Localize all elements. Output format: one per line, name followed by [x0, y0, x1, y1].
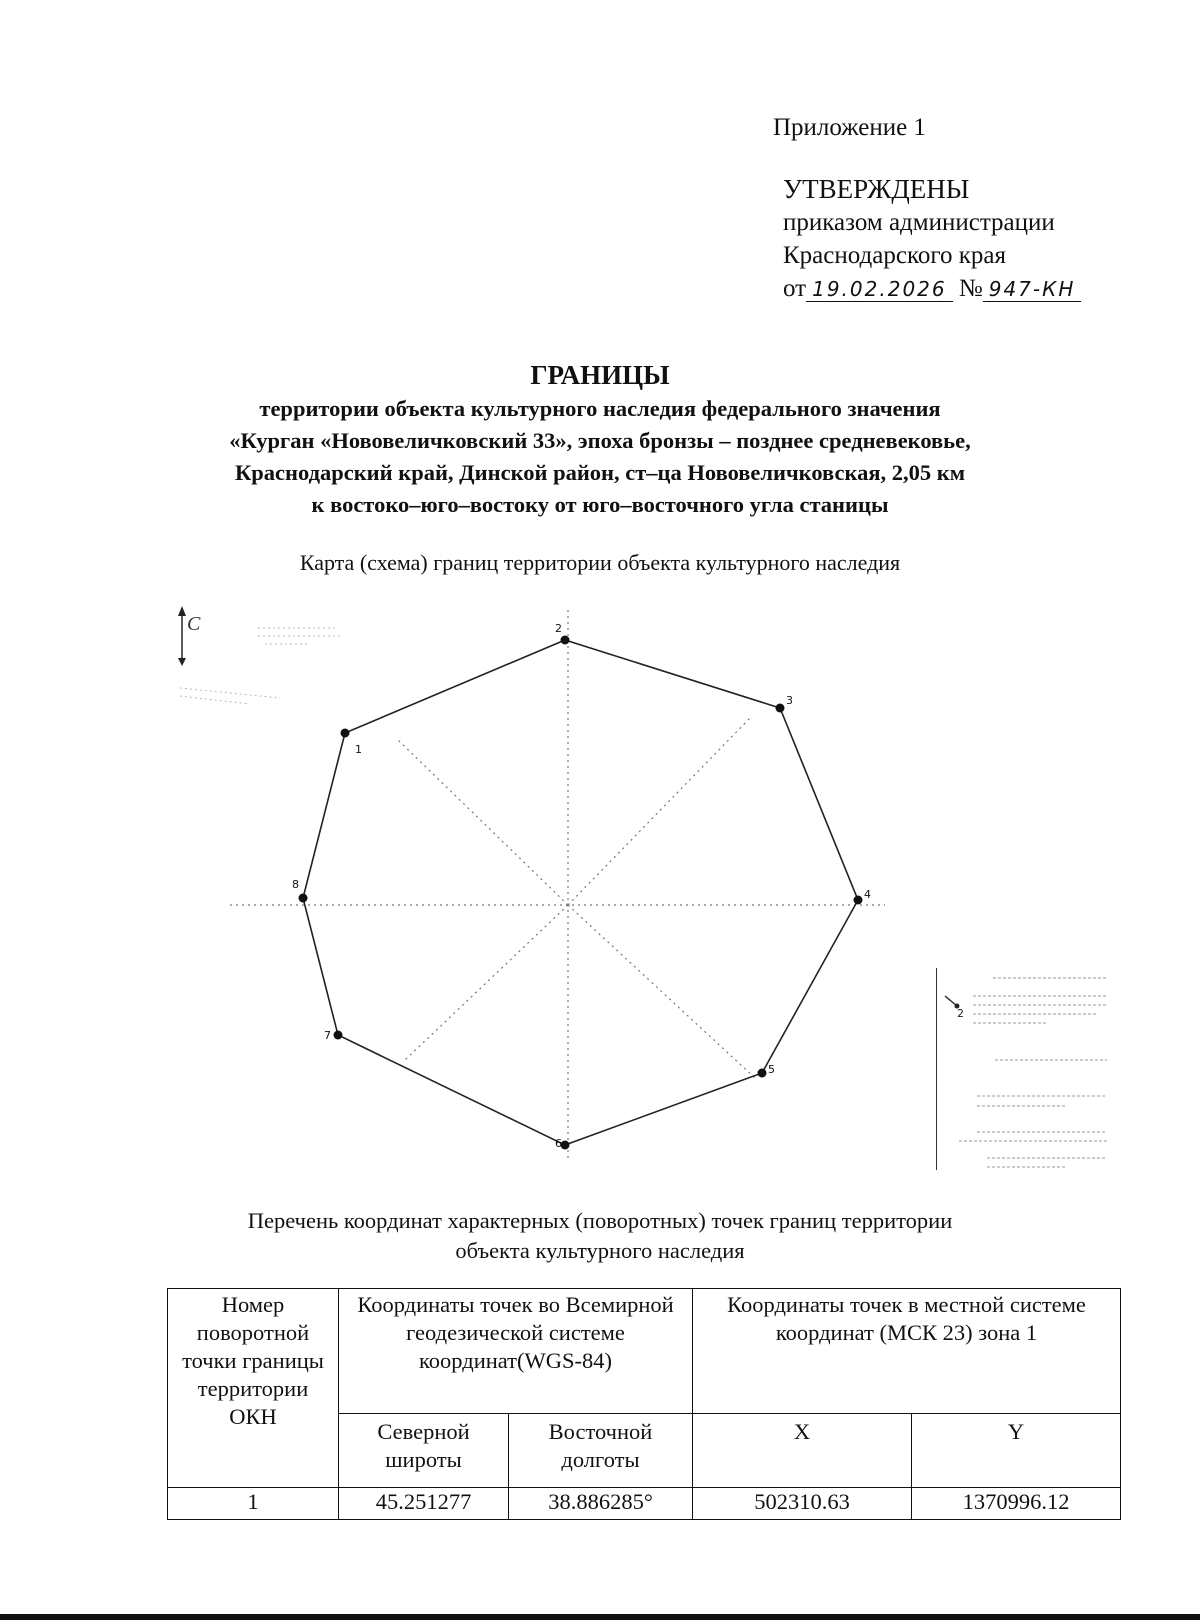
- north-label: С: [187, 613, 201, 635]
- list-title-line-2: объекта культурного наследия: [455, 1238, 745, 1263]
- list-title-line-1: Перечень координат характерных (поворотных) точек границ территории: [247, 1208, 953, 1233]
- map-legend: [936, 968, 1115, 1170]
- order-number-prefix: №: [958, 275, 983, 302]
- cell-latitude: 45.251277: [339, 1488, 509, 1520]
- map-axis-line: [568, 718, 750, 905]
- approval-block: [783, 173, 1081, 306]
- boundary-map-svg: [170, 600, 910, 1170]
- boundary-point-7: [334, 1031, 343, 1040]
- header-msk23: Координаты точек в местной системе координат (МСК 23) зона 1: [693, 1289, 1121, 1414]
- title-line-1: территории объекта культурного наследия федерального значения: [259, 396, 941, 421]
- boundary-point-label: 2: [555, 622, 562, 635]
- boundary-point-label: 8: [292, 878, 299, 891]
- cell-point-number: 1: [168, 1488, 339, 1520]
- boundary-point-3: [776, 704, 785, 713]
- boundary-map: [170, 600, 910, 1170]
- approved-line-2: Краснодарского края: [783, 242, 1006, 269]
- title-heading: ГРАНИЦЫ: [530, 360, 670, 390]
- header-latitude: Северной широты: [339, 1414, 509, 1488]
- boundary-point-label: 1: [355, 743, 362, 756]
- cell-x: 502310.63: [693, 1488, 912, 1520]
- boundary-point-5: [758, 1069, 767, 1078]
- header-x: X: [693, 1414, 912, 1488]
- boundary-point-label: 5: [768, 1063, 775, 1076]
- header-wgs84: Координаты точек во Всемирной геодезической системе координат(WGS-84): [339, 1289, 693, 1414]
- coordinates-list-title: [150, 1206, 1050, 1266]
- boundary-point-2: [561, 636, 570, 645]
- order-number: 947-КН: [983, 277, 1082, 302]
- header-longitude: Восточной долготы: [509, 1414, 693, 1488]
- approved-title: УТВЕРЖДЕНЫ: [783, 174, 970, 204]
- cell-y: 1370996.12: [912, 1488, 1121, 1520]
- header-y: Y: [912, 1414, 1121, 1488]
- boundary-vertices: [299, 636, 863, 1150]
- boundary-point-1: [341, 729, 350, 738]
- approved-line-1: приказом администрации: [783, 209, 1055, 236]
- boundary-point-label: 6: [555, 1137, 562, 1150]
- map-axes: [230, 610, 885, 1160]
- legend-marker-label: 2: [957, 1007, 964, 1018]
- boundary-point-label: 4: [864, 888, 871, 901]
- appendix-label: Приложение 1: [773, 114, 926, 141]
- coordinates-table: [167, 1288, 1121, 1520]
- boundary-point-label: 3: [786, 694, 793, 707]
- map-caption: Карта (схема) границ территории объекта культурного наследия: [299, 550, 901, 575]
- north-arrow-icon: [178, 606, 201, 666]
- scale-note-icon: [180, 628, 340, 704]
- order-line: [783, 272, 1081, 306]
- title-line-4: к востоко–юго–востоку от юго–восточного угла станицы: [311, 492, 889, 517]
- boundary-point-4: [854, 896, 863, 905]
- table-row: [168, 1488, 1121, 1520]
- header-point-number: Номер поворотной точки границы территории ОКН: [168, 1289, 339, 1488]
- order-date: 19.02.2026: [806, 277, 953, 302]
- boundary-point-8: [299, 894, 308, 903]
- title-line-2: «Курган «Нововеличковский 33», эпоха бронзы – позднее средневековье,: [229, 428, 971, 453]
- map-axis-line: [568, 905, 755, 1078]
- page-bottom-rule: [0, 1614, 1200, 1620]
- cell-longitude: 38.886285°: [509, 1488, 693, 1520]
- legend-notes-icon: [947, 974, 1112, 1169]
- boundary-point-label: 7: [324, 1029, 331, 1042]
- map-axis-line: [398, 740, 568, 905]
- order-prefix: от: [783, 275, 807, 302]
- document-title: [150, 360, 1050, 521]
- title-line-3: Краснодарский край, Динской район, ст–ца Нововеличковская, 2,05 км: [234, 460, 966, 485]
- map-axis-line: [405, 905, 568, 1060]
